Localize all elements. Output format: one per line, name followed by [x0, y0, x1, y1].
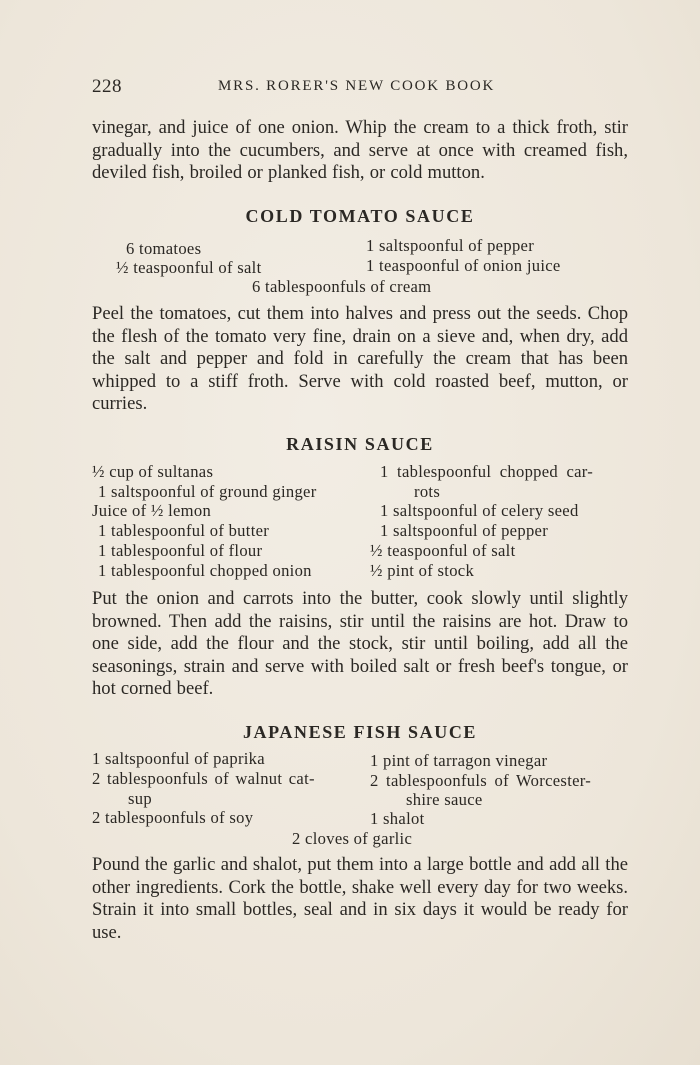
heading-cold-tomato-sauce: COLD TOMATO SAUCE	[245, 206, 475, 226]
ingredient-lemon: Juice of ½ lemon	[92, 501, 212, 520]
ingredient-garlic: 2 cloves of garlic	[292, 829, 413, 848]
ingredient-pepper: 1 saltspoonful of pepper	[366, 236, 535, 255]
ingredient-carrots: 1 tablespoonful chopped car-	[380, 462, 594, 481]
page-number: 228	[92, 76, 122, 97]
ingredient-walnut-catsup: 2 tablespoonfuls of walnut cat-	[92, 769, 315, 788]
heading-japanese-fish-sauce: JAPANESE FISH SAUCE	[242, 722, 478, 742]
ingredient-sultanas: ½ cup of sultanas	[92, 462, 214, 481]
ingredient-walnut-catsup-continued: sup	[128, 789, 152, 808]
ingredient-cream: 6 tablespoonfuls of cream	[252, 277, 432, 296]
ingredient-ginger: 1 saltspoonful of ground ginger	[98, 482, 317, 501]
intro-paragraph: vinegar, and juice of one onion. Whip the cream to a thick froth, stir gradually into the cucumbers, and serve at once with creamed fish, deviled fish, broiled or planked fish, or cold mutton.	[92, 117, 628, 183]
heading-raisin-sauce: RAISIN SAUCE	[286, 434, 434, 454]
japanese-fish-sauce-directions: Pound the garlic and shalot, put them into a large bottle and add all the other ingredients. Cork the bottle, shake well every day for two weeks. Strain it into small bottles, seal and in six days it would be ready for use.	[92, 854, 628, 943]
ingredient-paprika: 1 saltspoonful of paprika	[92, 749, 265, 768]
cold-tomato-sauce-directions: Peel the tomatoes, cut them into halves and press out the seeds. Chop the flesh of the tomato very fine, drain on a sieve and, when dry, add the salt and pepper and fold in carefully the cream that has been whipped to a stiff froth. Serve with cold roasted beef, mutton, or curries.	[92, 303, 628, 414]
ingredient-carrots-continued: rots	[414, 482, 441, 501]
ingredient-pepper-raisin: 1 saltspoonful of pepper	[380, 521, 549, 540]
ingredient-stock: ½ pint of stock	[370, 561, 475, 580]
ingredient-shalot: 1 shalot	[370, 809, 425, 828]
ingredient-salt: ½ teaspoonful of salt	[116, 258, 262, 277]
ingredient-onion: 1 tablespoonful chopped onion	[98, 561, 312, 580]
ingredient-salt-raisin: ½ teaspoonful of salt	[370, 541, 516, 560]
ingredient-tarragon-vinegar: 1 pint of tarragon vinegar	[370, 751, 548, 770]
raisin-sauce-directions: Put the onion and carrots into the butter, cook slowly until slightly browned. Then add the raisins, stir until the raisins are hot. Draw to one side, add the flour and the stock, stir until boiling, add all the seasonings, strain and serve with boiled salt or fresh beef's tongue, or hot corned beef.	[92, 588, 628, 699]
ingredient-butter: 1 tablespoonful of butter	[98, 521, 270, 540]
ingredient-soy: 2 tablespoonfuls of soy	[92, 808, 254, 827]
ingredient-celery-seed: 1 saltspoonful of celery seed	[380, 501, 579, 520]
page-header	[92, 76, 632, 100]
ingredient-worcestershire-continued: shire sauce	[406, 790, 483, 809]
ingredient-tomatoes: 6 tomatoes	[126, 239, 202, 258]
ingredient-flour: 1 tablespoonful of flour	[98, 541, 263, 560]
ingredient-worcestershire: 2 tablespoonfuls of Worcester-	[370, 771, 592, 790]
running-title: MRS. RORER'S NEW COOK BOOK	[218, 78, 496, 94]
ingredient-onion-juice: 1 teaspoonful of onion juice	[366, 256, 561, 275]
